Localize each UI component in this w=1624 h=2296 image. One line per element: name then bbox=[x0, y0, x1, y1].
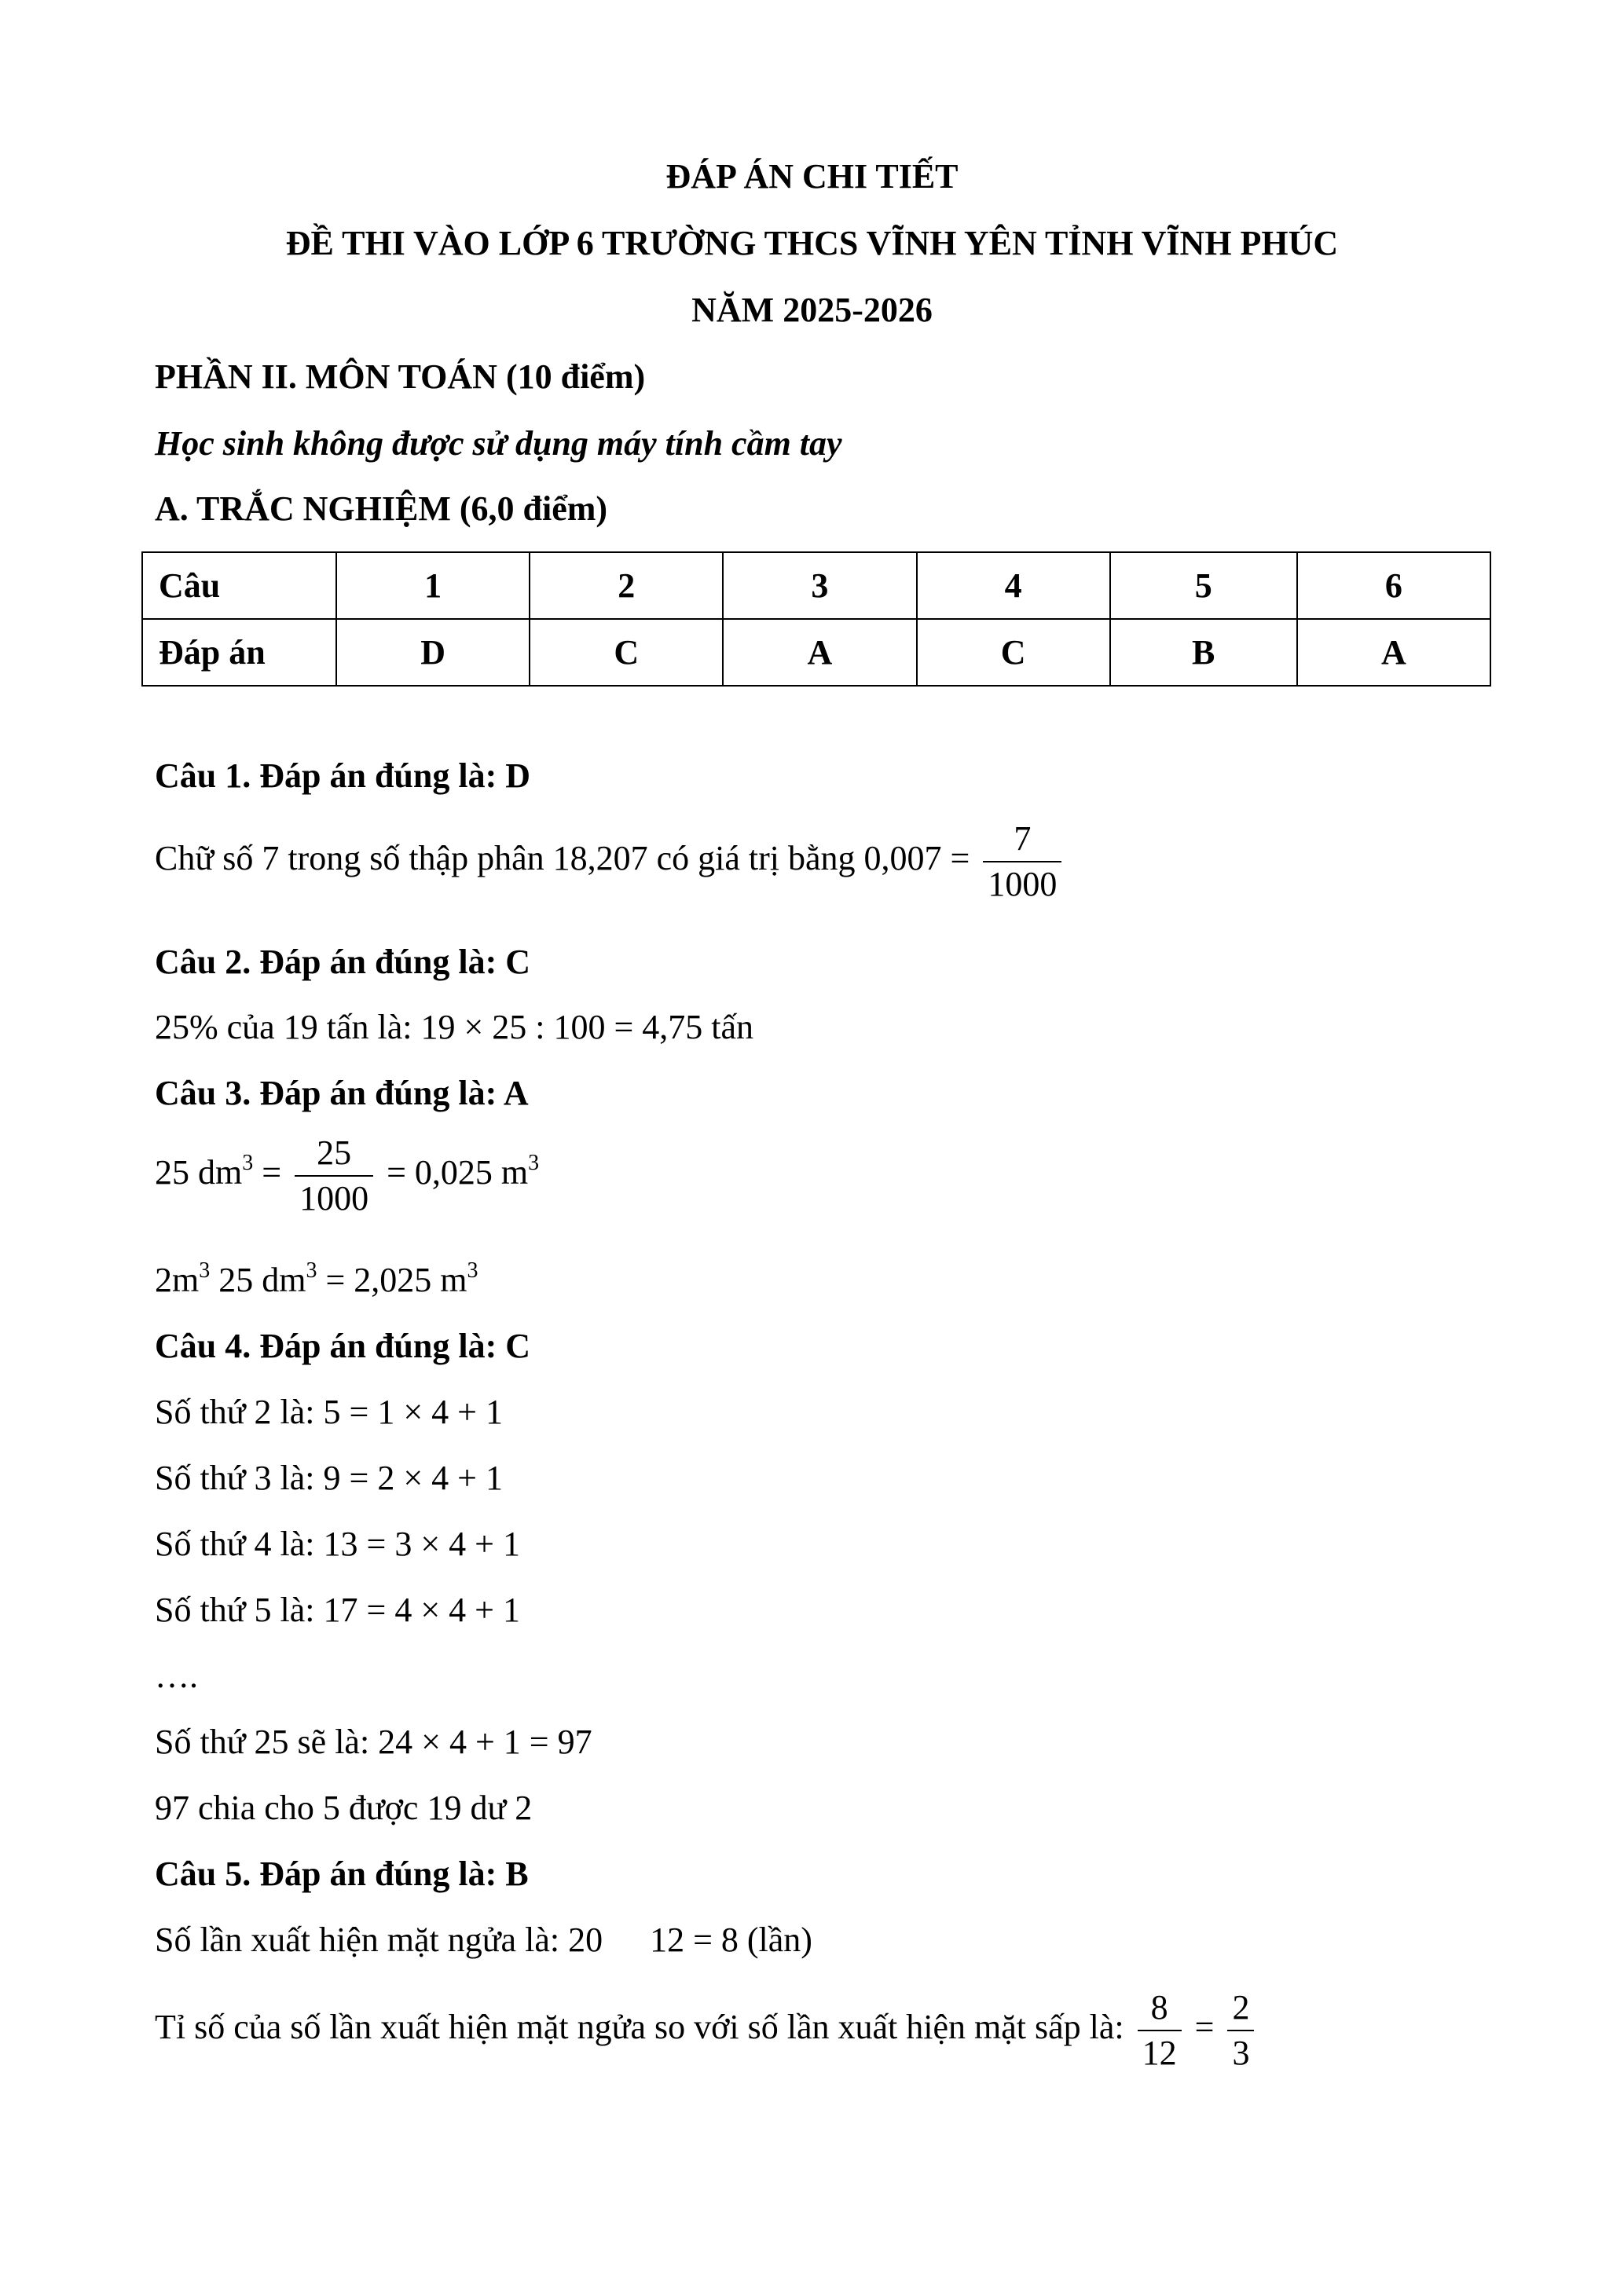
q3-line2-part-c: = 2,025 m bbox=[317, 1261, 467, 1299]
fraction-numerator: 25 bbox=[317, 1133, 352, 1172]
title-line-2: ĐỀ THI VÀO LỚP 6 TRƯỜNG THCS VĨNH YÊN TỈNH VĨNH PHÚC bbox=[285, 224, 1339, 262]
fraction-numerator: 7 bbox=[1014, 819, 1032, 858]
q3-eq: = bbox=[262, 1153, 282, 1192]
fraction-denominator: 12 bbox=[1138, 2030, 1182, 2075]
table-cell: 5 bbox=[1110, 552, 1297, 619]
q4-line: Số thứ 5 là: 17 = 4 × 4 + 1 bbox=[155, 1591, 520, 1629]
q5-fraction-2 bbox=[1227, 1986, 1254, 2075]
q1-value: 0,007 = bbox=[863, 839, 970, 878]
superscript: 3 bbox=[467, 1258, 478, 1283]
q4-line: Số thứ 4 là: 13 = 3 × 4 + 1 bbox=[155, 1525, 520, 1563]
q3-rhs: = 0,025 m bbox=[387, 1153, 529, 1192]
table-cell: 1 bbox=[336, 552, 530, 619]
calculator-note: Học sinh không được sử dụng máy tính cầm tay bbox=[155, 424, 842, 463]
q5-line1-part-b: 12 = 8 (lần) bbox=[650, 1921, 812, 1959]
q4-line: Số thứ 25 sẽ là: 24 × 4 + 1 = 97 bbox=[155, 1723, 592, 1761]
q3-title: Câu 3. Đáp án đúng là: A bbox=[155, 1074, 529, 1112]
q2-line: 25% của 19 tấn là: 19 × 25 : 100 = 4,75 tấn bbox=[155, 1008, 754, 1046]
table-row bbox=[142, 552, 1490, 619]
table-cell: Câu bbox=[142, 552, 336, 619]
superscript: 3 bbox=[306, 1258, 317, 1283]
title-line-1: ĐÁP ÁN CHI TIẾT bbox=[665, 157, 959, 196]
section-a-heading: A. TRẮC NGHIỆM (6,0 điểm) bbox=[155, 489, 608, 528]
q3-line2-part-b: 25 dm bbox=[210, 1261, 306, 1299]
q1-fraction bbox=[983, 817, 1061, 906]
q4-line: 97 chia cho 5 được 19 dư 2 bbox=[155, 1789, 533, 1827]
q4-line: Số thứ 2 là: 5 = 1 × 4 + 1 bbox=[155, 1393, 503, 1431]
table-cell: C bbox=[530, 619, 723, 686]
table-cell: C bbox=[917, 619, 1110, 686]
table-cell: A bbox=[1297, 619, 1490, 686]
table-row bbox=[142, 619, 1490, 686]
q4-line: …. bbox=[155, 1657, 198, 1695]
superscript: 3 bbox=[199, 1258, 211, 1283]
q5-line1-part-a: Số lần xuất hiện mặt ngửa là: 20 bbox=[155, 1921, 603, 1959]
table-cell: D bbox=[336, 619, 530, 686]
fraction-numerator: 2 bbox=[1232, 1988, 1250, 2027]
table-cell: A bbox=[723, 619, 916, 686]
table-cell: B bbox=[1110, 619, 1297, 686]
q3-line-1 bbox=[155, 1131, 539, 1221]
answer-table bbox=[141, 551, 1491, 687]
fraction-denominator: 3 bbox=[1227, 2030, 1254, 2075]
table-cell: Đáp án bbox=[142, 619, 336, 686]
table-cell: 4 bbox=[917, 552, 1110, 619]
table-cell: 2 bbox=[530, 552, 723, 619]
q3-line2-part-a: 2m bbox=[155, 1261, 200, 1299]
fraction-denominator: 1000 bbox=[295, 1175, 373, 1221]
fraction-denominator: 1000 bbox=[983, 861, 1061, 906]
q3-fraction bbox=[295, 1131, 373, 1221]
table-cell: 3 bbox=[723, 552, 916, 619]
q4-title: Câu 4. Đáp án đúng là: C bbox=[155, 1327, 531, 1365]
q2-title: Câu 2. Đáp án đúng là: C bbox=[155, 943, 531, 981]
part-heading: PHẦN II. MÔN TOÁN (10 điểm) bbox=[155, 357, 646, 396]
fraction-numerator: 8 bbox=[1150, 1988, 1168, 2027]
q5-fraction-1 bbox=[1138, 1986, 1182, 2075]
q5-line-1 bbox=[155, 1917, 812, 1964]
q1-explanation bbox=[155, 817, 1066, 906]
q4-line: Số thứ 3 là: 9 = 2 × 4 + 1 bbox=[155, 1459, 503, 1497]
table-cell: 6 bbox=[1297, 552, 1490, 619]
q5-line-2 bbox=[155, 1986, 1259, 2075]
q3-lhs: 25 dm bbox=[155, 1153, 243, 1192]
q1-text: Chữ số 7 trong số thập phân 18,207 có giá trị bằng bbox=[155, 839, 856, 878]
q5-eq: = bbox=[1194, 2008, 1215, 2047]
title-line-3: NĂM 2025-2026 bbox=[691, 291, 933, 329]
q5-ratio-text: Tỉ số của số lần xuất hiện mặt ngửa so với số lần xuất hiện mặt sấp là: bbox=[155, 2008, 1124, 2047]
superscript: 3 bbox=[242, 1151, 254, 1176]
q3-line-2 bbox=[155, 1257, 478, 1304]
q1-title: Câu 1. Đáp án đúng là: D bbox=[155, 756, 531, 795]
superscript: 3 bbox=[528, 1151, 540, 1176]
q5-title: Câu 5. Đáp án đúng là: B bbox=[155, 1855, 529, 1893]
